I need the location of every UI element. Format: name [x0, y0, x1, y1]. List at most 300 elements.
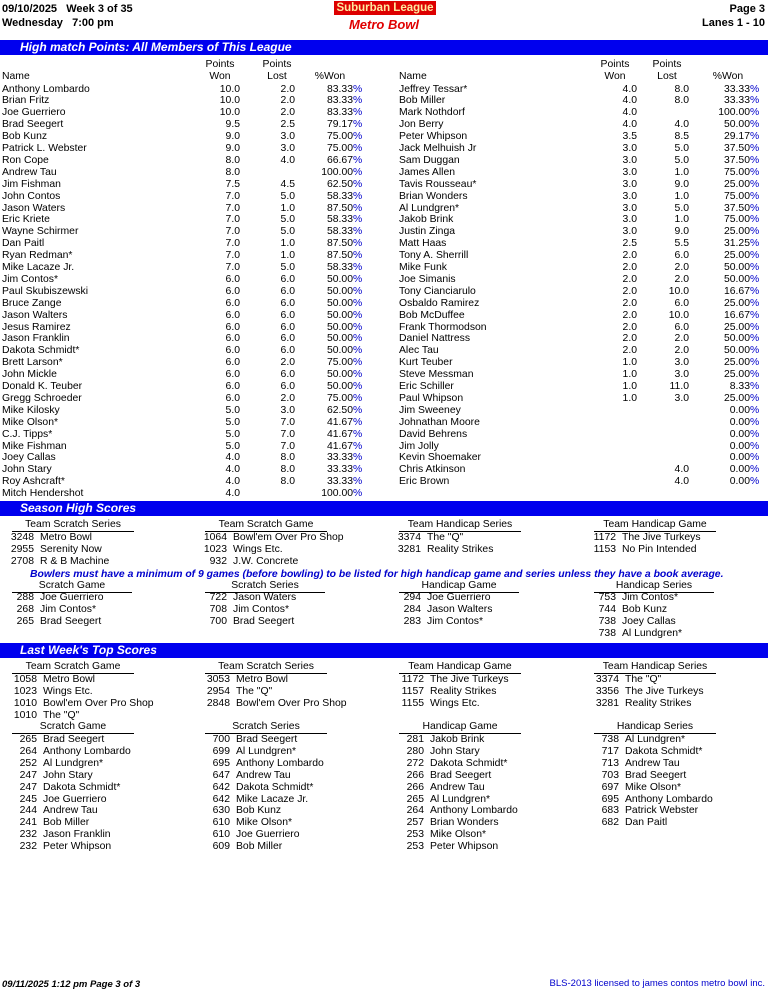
score-value: 610: [212, 817, 230, 829]
score-bowler-name: John Stary: [43, 769, 93, 781]
score-value: 283: [403, 615, 421, 627]
score-row: [4, 544, 34, 556]
score-row: [391, 674, 424, 686]
standings-row: [397, 191, 767, 203]
score-bowler-name: Serenity Now: [40, 543, 102, 555]
points-won: 2.5: [622, 238, 637, 250]
score-bowler-name: Anthony Lombardo: [430, 805, 518, 817]
pct-won: 75.00: [326, 143, 353, 154]
standings-row: [0, 191, 370, 203]
bowler-name: John Contos: [2, 190, 61, 202]
score-row: [197, 532, 227, 544]
points-lost: 5.0: [280, 262, 295, 273]
score-bowler-name: Metro Bowl: [236, 674, 288, 685]
pct-sign: %: [353, 321, 363, 333]
score-value: 738: [598, 615, 616, 627]
standings-row: [0, 286, 370, 298]
points-lost: 1.0: [674, 214, 689, 226]
pct-won: 0.00: [729, 452, 750, 464]
standings-row: [0, 357, 370, 369]
points-won: 3.0: [622, 202, 637, 214]
standings-row: [0, 179, 370, 191]
points-lost: 2.0: [674, 333, 689, 345]
score-value: 232: [19, 841, 37, 853]
points-lost: 1.0: [674, 166, 689, 178]
pct-won: 50.00: [326, 369, 353, 381]
score-column-header: Handicap Series: [594, 580, 714, 593]
bowler-name: Anthony Lombardo: [2, 83, 90, 95]
points-lost: 8.0: [280, 452, 295, 464]
standings-row: [0, 333, 370, 345]
points-lost: 5.0: [674, 202, 689, 214]
pct-sign: %: [750, 202, 760, 214]
points-lost: 6.0: [280, 345, 295, 357]
score-value: 3248: [10, 532, 34, 543]
pct-sign: %: [353, 440, 363, 452]
score-value: 244: [19, 805, 37, 817]
pct-won: 37.50: [723, 154, 750, 166]
points-won: 2.0: [622, 285, 637, 297]
standings-row: [397, 333, 767, 345]
points-won: 6.0: [225, 297, 240, 309]
bowler-name: Joe Guerriero: [2, 107, 66, 119]
points-won: 2.0: [622, 297, 637, 309]
pct-won: 41.67: [326, 440, 353, 452]
bowler-name: Tavis Rousseau*: [399, 178, 477, 190]
score-bowler-name: Joe Guerriero: [40, 592, 104, 603]
pct-sign: %: [353, 107, 363, 119]
score-bowler-name: Bowl'em Over Pro Shop: [236, 697, 347, 709]
score-row: [197, 805, 230, 817]
standings-row: [397, 214, 767, 226]
points-won: 9.5: [225, 119, 240, 131]
pct-sign: %: [750, 476, 760, 488]
bowler-name: Mike Fishman: [2, 440, 67, 452]
col-header-points-lost-1: Points: [262, 59, 292, 70]
score-value: 683: [601, 805, 619, 817]
score-row: [4, 616, 34, 628]
score-bowler-name: Reality Strikes: [427, 543, 494, 555]
points-lost: 6.0: [674, 297, 689, 309]
score-value: 3374: [595, 674, 619, 685]
points-won: 7.0: [225, 250, 240, 262]
pct-won: 25.00: [723, 297, 750, 309]
score-value: 253: [406, 841, 424, 853]
points-won: 1.0: [622, 381, 637, 392]
standings-row: [0, 429, 370, 441]
points-won: 2.0: [622, 309, 637, 321]
bowler-name: Bob Kunz: [2, 131, 48, 143]
points-lost: 4.0: [674, 119, 689, 131]
points-lost: 7.0: [280, 416, 295, 428]
score-row: [4, 770, 37, 782]
pct-sign: %: [750, 166, 760, 178]
bowler-name: Bob McDuffee: [399, 309, 465, 321]
pct-sign: %: [750, 262, 760, 273]
standings-row: [0, 155, 370, 167]
score-value: 1153: [593, 543, 616, 555]
score-row: [197, 746, 230, 758]
bowler-name: Ron Cope: [2, 154, 49, 166]
bowler-name: Donald K. Teuber: [2, 381, 83, 392]
pct-sign: %: [750, 440, 760, 452]
score-value: 609: [212, 841, 230, 853]
score-row: [586, 770, 619, 782]
points-won: 6.0: [225, 273, 240, 285]
points-lost: 6.0: [280, 369, 295, 381]
score-value: 1023: [203, 543, 227, 555]
lanes: Lanes 1 - 10: [702, 17, 765, 29]
score-row: [586, 782, 619, 794]
bowler-name: Roy Ashcraft*: [2, 476, 65, 488]
bowler-name: Gregg Schroeder: [2, 392, 82, 404]
score-bowler-name: The Jive Turkeys: [430, 674, 509, 685]
points-lost: 3.0: [674, 392, 689, 404]
bowler-name: Bruce Zange: [2, 297, 62, 309]
score-value: 1172: [401, 674, 424, 685]
pct-won: 50.00: [326, 333, 353, 345]
score-value: 703: [601, 769, 619, 781]
pct-sign: %: [353, 131, 363, 143]
points-lost: 2.0: [674, 273, 689, 285]
score-bowler-name: Jim Contos*: [233, 603, 290, 615]
pct-sign: %: [750, 273, 760, 285]
points-won: 3.0: [622, 154, 637, 166]
score-value: 247: [19, 781, 37, 793]
score-bowler-name: The "Q": [43, 709, 80, 721]
bowler-name: Bob Miller: [399, 95, 446, 107]
bowler-name: Jack Melhuish Jr: [399, 143, 477, 154]
score-value: 647: [212, 769, 230, 781]
score-row: [4, 758, 37, 770]
points-won: 4.0: [622, 119, 637, 131]
score-bowler-name: Brad Seegert: [236, 734, 298, 745]
pct-won: 0.00: [729, 428, 750, 440]
points-won: 3.0: [622, 143, 637, 154]
score-bowler-name: Patrick Webster: [625, 805, 699, 817]
bowler-name: Alec Tau: [399, 345, 439, 357]
points-won: 2.0: [622, 321, 637, 333]
points-won: 2.0: [622, 250, 637, 262]
standings-row: [397, 322, 767, 334]
standings-row: [0, 441, 370, 453]
score-column-header: Team Handicap Series: [399, 519, 521, 532]
bowler-name: Jim Jolly: [399, 440, 439, 452]
points-won: 6.0: [225, 357, 240, 369]
score-row: [4, 556, 34, 568]
bowler-name: Mike Olson*: [2, 416, 59, 428]
points-won: 10.0: [219, 107, 240, 119]
standings-row: [397, 369, 767, 381]
score-value: 695: [601, 793, 619, 805]
points-lost: 9.0: [674, 226, 689, 238]
pct-sign: %: [750, 250, 760, 262]
points-won: 7.0: [225, 214, 240, 226]
pct-sign: %: [750, 95, 760, 107]
points-lost: 5.0: [280, 190, 295, 202]
standings-row: [397, 357, 767, 369]
score-column-header: Handicap Series: [594, 721, 716, 734]
bowler-name: Matt Haas: [399, 238, 447, 250]
points-lost: 7.0: [280, 440, 295, 452]
score-row: [586, 805, 619, 817]
score-row: [391, 604, 421, 616]
score-bowler-name: Metro Bowl: [43, 674, 95, 685]
standings-row: [0, 250, 370, 262]
points-won: 5.0: [225, 416, 240, 428]
pct-won: 33.33: [326, 464, 353, 476]
score-bowler-name: Jim Contos*: [622, 592, 679, 603]
pct-won: 25.00: [723, 321, 750, 333]
score-row: [586, 544, 616, 556]
score-bowler-name: Mike Lacaze Jr.: [236, 793, 309, 805]
pct-won: 33.33: [326, 476, 353, 488]
pct-won: 58.33: [326, 262, 353, 273]
points-won: 3.0: [622, 166, 637, 178]
standings-row: [0, 131, 370, 143]
score-value: 630: [212, 805, 230, 817]
points-won: 2.0: [622, 345, 637, 357]
points-lost: 6.0: [280, 273, 295, 285]
bowler-name: Mike Funk: [399, 262, 447, 273]
score-bowler-name: Jakob Brink: [430, 734, 485, 745]
points-won: 7.0: [225, 262, 240, 273]
league-name-banner: Suburban League: [334, 1, 436, 15]
standings-row: [0, 345, 370, 357]
pct-won: 62.50: [326, 178, 353, 190]
score-bowler-name: Dakota Schmidt*: [236, 781, 314, 793]
score-column-header: Team Scratch Series: [12, 519, 134, 532]
points-lost: 1.0: [280, 238, 295, 250]
pct-sign: %: [353, 464, 363, 476]
score-value: 708: [209, 603, 227, 615]
points-lost: 2.5: [280, 119, 295, 131]
score-value: 266: [406, 769, 424, 781]
standings-row: [0, 322, 370, 334]
score-row: [586, 734, 619, 746]
score-row: [391, 805, 424, 817]
score-row: [197, 674, 230, 686]
pct-sign: %: [750, 345, 760, 357]
pct-won: 87.50: [326, 238, 353, 250]
bowler-name: James Allen: [399, 166, 456, 178]
score-bowler-name: Andrew Tau: [236, 769, 291, 781]
bowler-name: Tony Cianciarulo: [399, 285, 476, 297]
bowler-name: Jason Walters: [2, 309, 68, 321]
score-row: [586, 698, 619, 710]
bowler-name: Daniel Nattress: [399, 333, 471, 345]
score-value: 3281: [595, 697, 619, 709]
bowler-name: Brian Wonders: [399, 190, 468, 202]
eligibility-note: Bowlers must have a minimum of 9 games (before bowling) to be listed for high handicap game and series unless they have a book average.: [30, 569, 724, 580]
points-won: 3.5: [622, 131, 637, 143]
points-lost: 4.0: [674, 476, 689, 488]
col-header-points-won-1: Points: [600, 59, 630, 70]
score-value: 232: [19, 829, 37, 841]
score-value: 245: [19, 793, 37, 805]
points-won: 7.0: [225, 238, 240, 250]
score-bowler-name: Mike Olson*: [625, 781, 682, 793]
standings-row: [397, 452, 767, 464]
pct-won: 16.67: [723, 285, 750, 297]
score-row: [197, 794, 230, 806]
score-bowler-name: Metro Bowl: [40, 532, 92, 543]
score-value: 3053: [206, 674, 230, 685]
pct-won: 50.00: [326, 345, 353, 357]
points-won: 4.0: [225, 464, 240, 476]
score-value: 264: [19, 745, 37, 757]
bowler-name: Jesus Ramirez: [2, 321, 71, 333]
points-lost: 5.0: [280, 226, 295, 238]
points-won: 6.0: [225, 309, 240, 321]
pct-won: 83.33: [326, 83, 353, 95]
pct-won: 16.67: [723, 309, 750, 321]
pct-won: 83.33: [326, 95, 353, 107]
score-column-header: Team Scratch Game: [12, 661, 134, 674]
pct-sign: %: [750, 119, 760, 131]
points-lost: 5.0: [674, 154, 689, 166]
score-value: 294: [403, 592, 421, 603]
bowler-name: Jeffrey Tessar*: [399, 83, 468, 95]
pct-sign: %: [353, 238, 363, 250]
standings-row: [0, 167, 370, 179]
score-value: 695: [212, 757, 230, 769]
score-row: [197, 829, 230, 841]
bowler-name: Joe Simanis: [399, 273, 456, 285]
score-row: [4, 698, 37, 710]
points-won: 4.0: [225, 452, 240, 464]
points-won: 4.0: [225, 476, 240, 488]
standings-row: [0, 274, 370, 286]
points-lost: 6.0: [674, 250, 689, 262]
pct-won: 62.50: [326, 404, 353, 416]
points-lost: 8.0: [280, 464, 295, 476]
score-row: [391, 686, 424, 698]
points-won: 6.0: [225, 285, 240, 297]
points-won: 9.0: [225, 143, 240, 154]
bowler-name: Jason Waters: [2, 202, 66, 214]
pct-won: 50.00: [723, 333, 750, 345]
points-won: 10.0: [219, 95, 240, 107]
pct-won: 58.33: [326, 214, 353, 226]
col-header-points-won-2: Won: [604, 71, 626, 82]
pct-sign: %: [750, 392, 760, 404]
pct-sign: %: [750, 190, 760, 202]
score-row: [391, 616, 421, 628]
col-header-points-lost-1: Points: [652, 59, 682, 70]
score-column-header: Scratch Game: [12, 721, 134, 734]
points-won: 1.0: [622, 357, 637, 369]
points-lost: 10.0: [668, 309, 689, 321]
standings-row: [0, 369, 370, 381]
score-value: 744: [598, 603, 616, 615]
pct-sign: %: [353, 309, 363, 321]
standings-row: [0, 214, 370, 226]
points-won: 4.0: [622, 83, 637, 95]
points-lost: 2.0: [280, 392, 295, 404]
points-won: 4.0: [622, 95, 637, 107]
score-bowler-name: Anthony Lombardo: [236, 757, 324, 769]
pct-sign: %: [750, 214, 760, 226]
points-lost: 2.0: [280, 95, 295, 107]
bowler-name: Wayne Schirmer: [2, 226, 79, 238]
standings-row: [397, 286, 767, 298]
score-bowler-name: Andrew Tau: [625, 757, 680, 769]
col-header-points-lost-2: Lost: [267, 71, 287, 82]
score-row: [4, 532, 34, 544]
score-value: 268: [16, 603, 34, 615]
pct-sign: %: [353, 416, 363, 428]
standings-row: [0, 381, 370, 393]
standings-row: [0, 298, 370, 310]
points-won: 2.0: [622, 262, 637, 273]
bowler-name: Jim Contos*: [2, 273, 59, 285]
score-row: [391, 544, 421, 556]
standings-row: [397, 131, 767, 143]
score-value: 2955: [10, 543, 34, 555]
score-value: 1058: [13, 674, 37, 685]
standings-row: [0, 464, 370, 476]
score-value: 1157: [401, 685, 424, 697]
pct-won: 50.00: [326, 285, 353, 297]
standings-row: [0, 262, 370, 274]
pct-won: 50.00: [326, 309, 353, 321]
bowler-name: Kevin Shoemaker: [399, 452, 482, 464]
standings-row: [397, 298, 767, 310]
score-bowler-name: Peter Whipson: [430, 841, 499, 853]
points-lost: 8.0: [280, 476, 295, 488]
score-value: 3281: [397, 543, 421, 555]
points-lost: 11.0: [669, 381, 689, 392]
bowler-name: Joey Callas: [2, 452, 56, 464]
score-bowler-name: Wings Etc.: [430, 697, 480, 709]
score-bowler-name: Brad Seegert: [625, 769, 687, 781]
points-won: 7.5: [225, 178, 240, 190]
score-value: 722: [209, 592, 227, 603]
standings-row: [397, 393, 767, 405]
score-bowler-name: Dakota Schmidt*: [430, 757, 508, 769]
score-value: 682: [601, 817, 619, 829]
score-bowler-name: Wings Etc.: [43, 685, 93, 697]
points-won: 3.0: [622, 214, 637, 226]
points-lost: 3.0: [280, 143, 295, 154]
score-value: 266: [406, 781, 424, 793]
score-value: 253: [406, 829, 424, 841]
score-value: 738: [601, 734, 619, 745]
center-name: Metro Bowl: [348, 17, 420, 32]
score-row: [391, 758, 424, 770]
score-value: 265: [19, 734, 37, 745]
score-bowler-name: Joe Guerriero: [43, 793, 107, 805]
standings-row: [397, 226, 767, 238]
bowler-name: Eric Kriete: [2, 214, 50, 226]
score-row: [4, 817, 37, 829]
score-value: 1064: [203, 532, 227, 543]
score-row: [586, 746, 619, 758]
points-won: 5.0: [225, 428, 240, 440]
score-row: [197, 604, 227, 616]
score-row: [4, 710, 37, 722]
points-won: 5.0: [225, 440, 240, 452]
score-row: [586, 817, 619, 829]
score-bowler-name: Bob Miller: [43, 817, 90, 829]
score-value: 700: [209, 615, 227, 627]
score-row: [586, 616, 616, 628]
bowler-name: Mark Nothdorf: [399, 107, 465, 119]
points-won: 1.0: [622, 392, 637, 404]
score-column-header: Scratch Series: [205, 580, 325, 593]
score-value: 265: [406, 793, 424, 805]
